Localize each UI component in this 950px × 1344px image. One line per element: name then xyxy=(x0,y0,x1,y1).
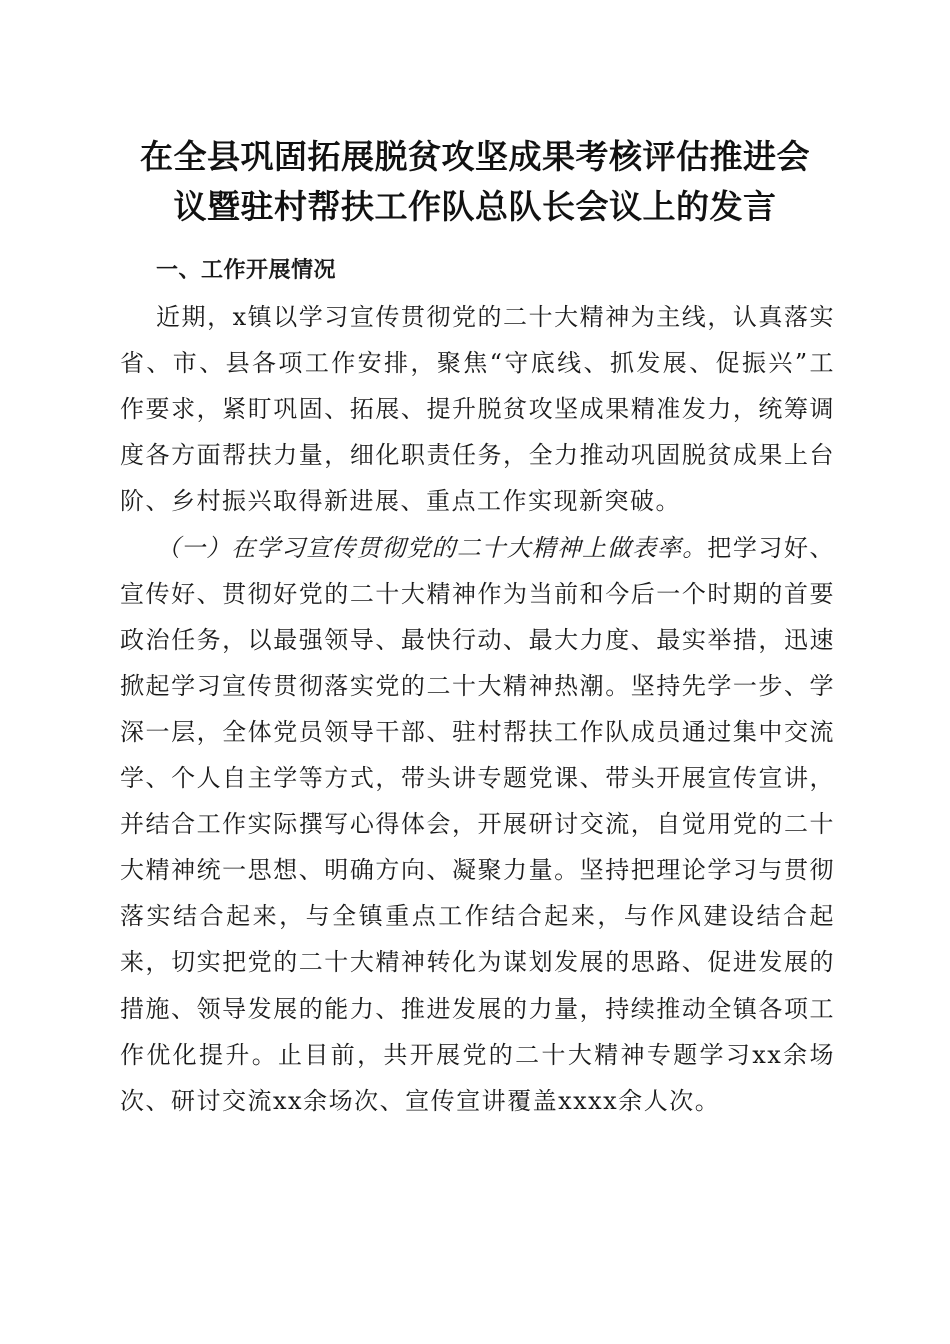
paragraph-lead: （一）在学习宣传贯彻党的二十大精神上做表率。 xyxy=(156,533,708,562)
paragraph-intro: 近期，x镇以学习宣传贯彻党的二十大精神为主线，认真落实省、市、县各项工作安排，聚焦“守底线、抓发展、促振兴”工作要求，紧盯巩固、拓展、提升脱贫攻坚成果精准发力，统筹调度各方面帮扶力量，细化职责任务，全力推动巩固脱贫成果上台阶、乡村振兴取得新进展、重点工作实现新突破。 xyxy=(120,303,835,516)
paragraph-body: 把学习好、宣传好、贯彻好党的二十大精神作为当前和今后一个时期的首要政治任务，以最强领导、最快行动、最大力度、最实举措，迅速掀起学习宣传贯彻落实党的二十大精神热潮。坚持先学一步、学深一层，全体党员领导干部、驻村帮扶工作队成员通过集中交流学、个人自主学等方式，带头讲专题党课、带头开展宣传宣讲，并结合工作实际撰写心得体会，开展研讨交流，自觉用党的二十大精神统一思想、明确方向、凝聚力量。坚持把理论学习与贯彻落实结合起来，与全镇重点工作结合起来，与作风建设结合起来，切实把党的二十大精神转化为谋划发展的思路、促进发展的措施、领导发展的能力、推进发展的力量，持续推动全镇各项工作优化提升。止目前，共开展党的二十大精神专题学习xx余场次、研讨交流xx余场次、宣传宣讲覆盖xxxx余人次。 xyxy=(120,533,836,1115)
document-body xyxy=(120,248,835,1124)
document-title xyxy=(110,132,840,232)
title-line-1: 在全县巩固拓展脱贫攻坚成果考核评估推进会 xyxy=(140,137,810,176)
section-heading: 一、工作开展情况 xyxy=(156,258,337,283)
paragraph-study-section xyxy=(120,525,835,1124)
title-line-2: 议暨驻村帮扶工作队总队长会议上的发言 xyxy=(173,187,777,226)
